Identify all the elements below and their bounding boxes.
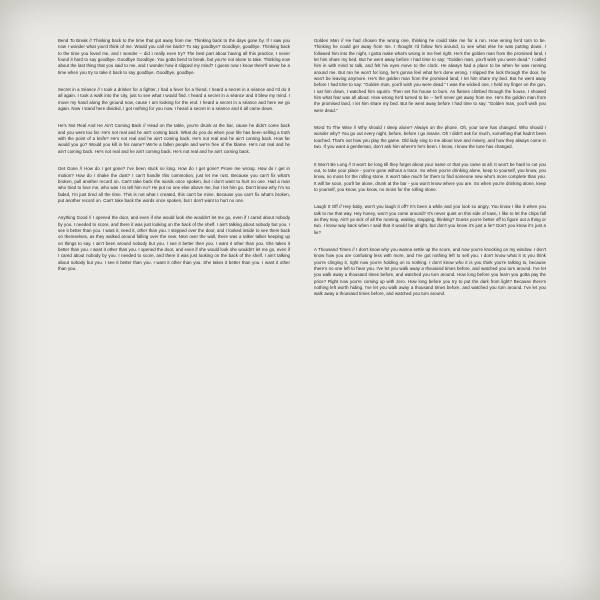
lyrics-paragraph: He's Not Real And He Ain't Coming Back // Head on the table, you're drunk at the bar, cause he didn't come back and you went too far. He's not real and he ain't coming back. What do you do when your life has been selling a truth with the point of a knife? He's not real and he ain't coming back. He's not real and he ain't coming back. How far would you go? Would you kill in his name? We're a fallen people and we're free of the blame. He's not real and he ain't coming back. He's not real and he ain't coming back. He's not real and he ain't coming back. <box>58 123 290 154</box>
lyrics-paragraph: Anything Good // I opened the door, and even if she would look she wouldn't let me go, even if I cared about nobody by you. I needed to score, and there it was just looking on the back of the shelf. I ain't talking about nobody but you. I see it better than you. I want it, need it, other than you. I stepped over the door, and I looked inside to see them back on themselves, as they walked around falling over the new. Next over the wall, there was a talker talker keeping up on things to say. I ain't been around nobody but you. I see it better then you. I want it other than you. She takes it better than you. I want it other than you. I opened the door, and even if she would look she wouldn't let me go, even if I cared about nobody by you. I needed to score, and there it was just looking on the back of the shelf. I ain't talking about nobody but you. I see it better than you. I want it other than you. She takes it better than you. I want it other than you. <box>58 215 290 271</box>
left-column <box>58 38 290 562</box>
lyrics-paragraph: Bend To Break // Thinking back to the time that got away from me. Thinking back to the days gone by. If I saw you now I wonder what you'd think of me. Would you call me back? To say goodbye? Goodbye, goodbye. Thinking back to the time you loved me, and I wonder -- did I really even try? The best part about having all this practice, I never found it hard to say goodbye. Goodbye Goodbye. You gotta bend to break, but you're not alone to take. Thinking now about the last thing that you said to me, and I wonder how it slipped my mind? I guess now I know there'll never be a time when you try to take it back to say goodbye. Goodbye, goodbye. <box>58 38 290 75</box>
lyrics-paragraph: Secret in a Séance // I took a drinker for a fighter, I had a fever for a friend. I heard a secret in a séance and I'd do it all again. I took a walk into the city, just to see what I would find. I heard a secret in a séance and it blew my mind. I move my hand along the ground now, cause I am looking for the end. I heard a secret in a séance and here we go again. Now I stand here divided, I got nothing for you now. I heard a secret in a séance and it all came down. <box>58 87 290 112</box>
lyrics-columns <box>58 38 546 562</box>
lyrics-paragraph: Word To The Wise // Why should I sleep alone? Always on the phone. Oh, your tone has changed. Who should I wonder why? You go out every night, before, before I go insane. Oh I didn't ask for much, something that hadn't been touched. That's not how you play the game. Old lady sing to me about love and misery, and how they always come in two. If you want a gentleman, don't ask him where's he's been. I know, I know the tune has changed. <box>314 125 546 150</box>
lyrics-paragraph: Get Gone // How do I get gone? I've been stuck so long. How do I get gone? Prove me wrong. How do I get in motion? How do I shake the dust? I can't handle this commotion, just let me rust. Because you can't fix what's broken, pull another record on. Can't take back the words once spoken, but I don't want to hurt no one. Had a man who tried to love me, who was I to tell him no? He put no one else above me, but I let him go. Don't know why I'm so faded, I'm just tired all the time. This is not what I created, this can't be mine. Because you can't fix what's broken, put another record on. Can't take back the words once spoken, but I don't want to hurt no one. <box>58 166 290 203</box>
lyrics-paragraph: Laugh It Off // Hey baby, won't you laugh it off? It's been a while and you look so angry. You know I like it when you talk to me that way. Hey honey, won't you come around? It's never quiet on this side of town, I like to let the chips fall as they may. Ain't ya sick of all the running, waiting, stopping, thinking? Guess you're better off to figure out a thing or two. I know way back when I said that it would be alright, but don't you know it's just a lie? Don't you know it's just a lie? <box>314 204 546 235</box>
right-column <box>314 38 546 562</box>
lyrics-paragraph: It Won't Be Long // It won't be long till they forget about your name or that you came at all. It won't be hard to cut you out, to take your place - you're gone without a trace. So when you're drinking alone, keep to yourself, you know, you know, no moss for the rolling stone. It won't take much for them to find someone new who's more complete than you. It will be soon, you'll be alone, drunk at the bar - you won't know where you are. So when you're drinking alone, keep to yourself, you know, you know, no moss for the rolling stone. <box>314 161 546 192</box>
lyrics-paragraph: A Thousand Times // I don't know why you wanna settle up the score, and now you're knocking on my window. I don't know how you are confusing less with more, and I've got nothing left to sell you. I don't know what it is you think you're clinging it, right now you're holding on to nothing. I don't know who it is you think you're talking to, because there's no one left to hear you. I've let you walk away a thousand times before, and watched you turn around. I've let you walk away a thousand times before, and watched you turn around. How long before you learn you gotta pay the price? Right now you're coming up with zero. How long before you try to put the dark from light? Because there's nothing left worth hiding. I've let you walk away a thousand times before, and watched you turn around. I've let you walk away a thousand times before, and watched you turn around. <box>314 246 546 297</box>
lyrics-paragraph: Golden Man // He had chosen the wrong one, thinking he could take me for a run. How wrong he'd turn to be. Thinking he could get away from me. I thought I'd follow him around, to see what else he was putting down. I followed him into the night, I gotta make what's wrong in me feel right. He's the golden man from the promised land, I let him share my bed. But he went away before I had time to say: "Golden man, you'll wish you were dead." I called him in with mind to talk, and felt his eyes move to the clock. He always had a place to be when he was running around me. But ran he won't for long, he's gonna feel what he's done wrong. I slipped the lock through the door, he won't be leaving anymore. He's the golden man from the promised land, I let him share my bed. But he went away before I had time to say: "Golden man, you'll wish you were dead." I was the wicked one, I held my finger on the gun, I sat him down, I watched him squirm. Then set his house to burn. As flames climbed through the house, I showed him what fear was all about. How wrong he'd turned to be -- he'll never get away from me. He's the golden man from the promised land, I let him share my bed. But he went away before I had time to say: "Golden man, you'll wish you were dead." <box>314 38 546 113</box>
